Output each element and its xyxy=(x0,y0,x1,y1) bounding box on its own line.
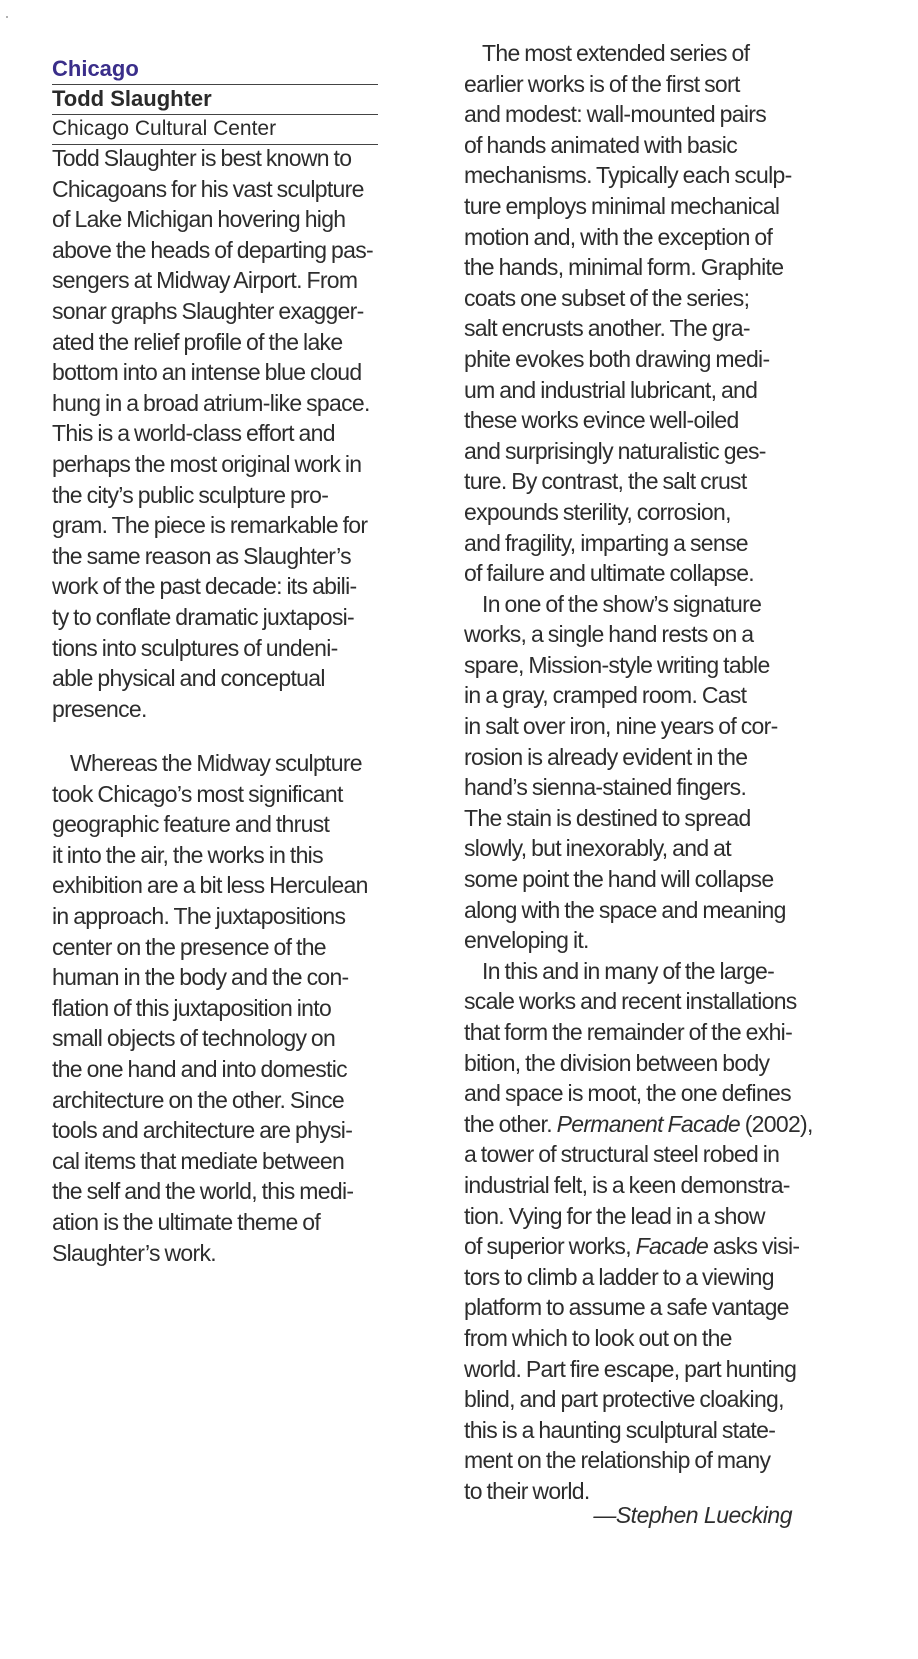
author-byline: —Stephen Luecking xyxy=(593,1502,792,1528)
text-line: work of the past decade: its abili- xyxy=(52,573,357,600)
text-line: geographic feature and thrust xyxy=(52,811,330,838)
text-line: This is a world-class effort and xyxy=(52,420,335,447)
text-line: scale works and recent installations xyxy=(464,988,797,1015)
text-line: of hands animated with basic xyxy=(464,131,738,158)
text-line: Whereas the Midway sculpture xyxy=(70,750,362,776)
paragraph-1 xyxy=(52,143,373,724)
text-line: some point the hand will collapse xyxy=(464,866,774,893)
text-line: slowly, but inexorably, and at xyxy=(464,835,731,862)
text-line: and modest: wall-mounted pairs xyxy=(464,101,766,128)
text-line: world. Part fire escape, part hunting xyxy=(464,1355,797,1382)
text-line: ty to conflate dramatic juxtaposi- xyxy=(52,603,355,630)
text-line: sonar graphs Slaughter exagger- xyxy=(52,297,364,324)
text-line: small objects of technology on xyxy=(52,1025,336,1052)
text-line: tors to climb a ladder to a viewing xyxy=(464,1263,774,1290)
text-line: enveloping it. xyxy=(464,927,589,954)
text-line: along with the space and meaning xyxy=(464,896,786,923)
text-line: able physical and conceptual xyxy=(52,665,325,692)
text-line: tools and architecture are physi- xyxy=(52,1117,353,1144)
text-line: ture employs minimal mechanical xyxy=(464,192,780,219)
text-line: and fragility, imparting a sense xyxy=(464,529,748,556)
paragraph-3 xyxy=(464,38,813,589)
text-line: human in the body and the con- xyxy=(52,964,349,991)
text-line: cal items that mediate between xyxy=(52,1147,345,1174)
text-line: flation of this juxtaposition into xyxy=(52,994,332,1021)
text-line: above the heads of departing pas- xyxy=(52,236,373,263)
right-column-body xyxy=(464,38,813,1507)
venue-heading: Chicago Cultural Center xyxy=(52,116,378,145)
paragraph-5 xyxy=(464,956,813,1507)
text-line: coats one subset of the series; xyxy=(464,284,750,311)
text-line: it into the air, the works in this xyxy=(52,841,323,868)
text-line: In this and in many of the large- xyxy=(482,957,775,984)
text-line: the self and the world, this medi- xyxy=(52,1178,354,1205)
text-line: in salt over iron, nine years of cor- xyxy=(464,713,778,740)
text-line: in a gray, cramped room. Cast xyxy=(464,682,747,709)
scan-speck xyxy=(6,16,8,18)
paragraph-2 xyxy=(52,748,368,1268)
text-line: Chicagoans for his vast sculpture xyxy=(52,175,364,202)
text-line: these works evince well-oiled xyxy=(464,407,739,434)
text-line: In one of the show’s signature xyxy=(482,590,762,617)
text-line: in approach. The juxtapositions xyxy=(52,902,346,929)
text-line: sengers at Midway Airport. From xyxy=(52,267,358,294)
text-line: from which to look out on the xyxy=(464,1324,732,1351)
text-line: and surprisingly naturalistic ges- xyxy=(464,437,766,464)
text-line: blind, and part protective cloaking, xyxy=(464,1386,784,1413)
text-line: exhibition are a bit less Herculean xyxy=(52,872,368,899)
text-line: works, a single hand rests on a xyxy=(464,621,754,648)
line-permanent-facade xyxy=(464,1109,813,1140)
text-line: center on the presence of the xyxy=(52,933,326,960)
paragraph-5-start xyxy=(464,956,813,1109)
text-line: Slaughter’s work. xyxy=(52,1239,216,1266)
text-line: tion. Vying for the lead in a show xyxy=(464,1202,765,1229)
paragraph-5-end xyxy=(464,1262,813,1507)
text-line: presence. xyxy=(52,695,147,722)
text-line: gram. The piece is remarkable for xyxy=(52,512,368,539)
text-fragment: of superior works, xyxy=(464,1233,636,1260)
text-line: perhaps the most original work in xyxy=(52,450,362,477)
text-line: took Chicago’s most significant xyxy=(52,780,343,807)
text-line: to their world. xyxy=(464,1477,590,1504)
text-line: and space is moot, the one defines xyxy=(464,1080,791,1107)
text-line: the hands, minimal form. Graphite xyxy=(464,254,784,281)
text-line: this is a haunting sculptural state- xyxy=(464,1416,776,1443)
text-fragment: the other. xyxy=(464,1110,557,1137)
text-line: phite evokes both drawing medi- xyxy=(464,345,770,372)
text-line: the one hand and into domestic xyxy=(52,1055,347,1082)
text-line: architecture on the other. Since xyxy=(52,1086,344,1113)
work-title-facade: Facade xyxy=(635,1233,709,1260)
text-line: spare, Mission-style writing table xyxy=(464,651,770,678)
text-line: earlier works is of the first sort xyxy=(464,70,740,97)
paragraph-5-middle xyxy=(464,1139,813,1231)
text-line: of Lake Michigan hovering high xyxy=(52,206,346,233)
text-line: rosion is already evident in the xyxy=(464,743,748,770)
text-line: ation is the ultimate theme of xyxy=(52,1208,321,1235)
text-line: hung in a broad atrium-like space. xyxy=(52,389,370,416)
text-line: ment on the relationship of many xyxy=(464,1447,771,1474)
text-line: platform to assume a safe vantage xyxy=(464,1294,789,1321)
line-facade xyxy=(464,1231,813,1262)
artist-heading: Todd Slaughter xyxy=(52,86,378,115)
text-line: motion and, with the exception of xyxy=(464,223,773,250)
text-line: expounds sterility, corrosion, xyxy=(464,498,731,525)
text-line: bottom into an intense blue cloud xyxy=(52,359,362,386)
text-line: the same reason as Slaughter’s xyxy=(52,542,351,569)
text-line: that form the remainder of the exhi- xyxy=(464,1019,793,1045)
text-line: the city’s public sculpture pro- xyxy=(52,481,329,508)
text-line: industrial felt, is a keen demonstra- xyxy=(464,1171,790,1198)
paragraph-4 xyxy=(464,589,813,956)
text-line: Todd Slaughter is best known to xyxy=(52,145,352,171)
text-line: ated the relief profile of the lake xyxy=(52,328,343,355)
text-line: um and industrial lubricant, and xyxy=(464,376,758,403)
text-line: ture. By contrast, the salt crust xyxy=(464,468,747,495)
text-line: The most extended series of xyxy=(482,40,750,66)
text-fragment: (2002), xyxy=(740,1110,813,1137)
text-line: hand’s sienna-stained fingers. xyxy=(464,774,747,801)
text-line: tions into sculptures of undeni- xyxy=(52,634,338,661)
text-line: of failure and ultimate collapse. xyxy=(464,560,754,587)
text-line: mechanisms. Typically each sculp- xyxy=(464,162,792,189)
text-line: a tower of structural steel robed in xyxy=(464,1141,780,1168)
text-fragment: asks visi- xyxy=(708,1233,800,1260)
city-heading: Chicago xyxy=(52,56,378,85)
text-line: bition, the division between body xyxy=(464,1049,770,1076)
work-title-permanent-facade: Permanent Facade xyxy=(556,1110,741,1137)
text-line: The stain is destined to spread xyxy=(464,804,751,831)
text-line: salt encrusts another. The gra- xyxy=(464,315,750,342)
